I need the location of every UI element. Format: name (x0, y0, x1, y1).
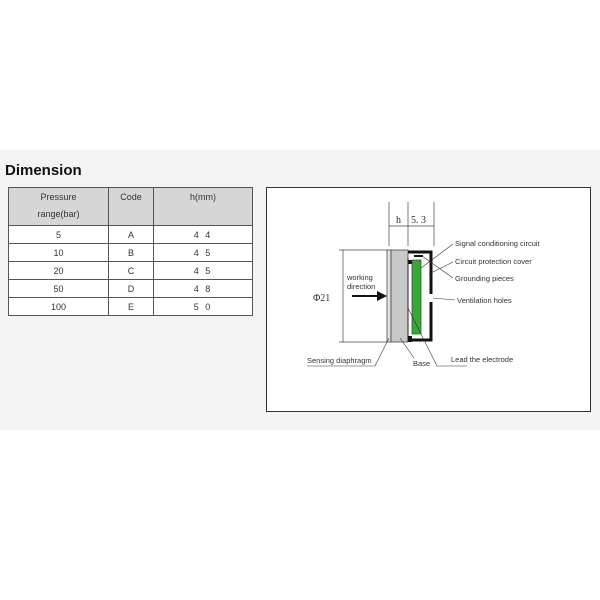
cover-foot (408, 336, 412, 342)
table-header-row (9, 188, 253, 226)
cell-pressure: 5 (9, 226, 109, 244)
header-pressure-line2: range(bar) (37, 209, 80, 219)
cell-pressure: 20 (9, 262, 109, 280)
leader-grounding (422, 256, 453, 278)
header-pressure-line1: Pressure (40, 192, 77, 202)
cell-h: 4 5 (154, 262, 253, 280)
label-grounding: Grounding pieces (455, 274, 514, 283)
electrode-top (408, 260, 412, 264)
base-block (391, 250, 408, 342)
cell-code: C (109, 262, 154, 280)
working-direction-line1: working (347, 273, 373, 282)
cell-h: 4 5 (154, 244, 253, 262)
table-row (9, 280, 253, 298)
label-base: Base (413, 359, 431, 368)
working-direction-arrow-head (377, 291, 387, 301)
cell-h: 4 4 (154, 226, 253, 244)
header-h: h(mm) (154, 188, 253, 226)
label-diaphragm: Sensing diaphragm (307, 356, 372, 365)
signal-circuit-board (412, 260, 421, 334)
cell-code: D (109, 280, 154, 298)
dim-phi-label: Φ21 (313, 293, 331, 304)
working-direction-line2: direction (347, 282, 376, 291)
cell-pressure: 50 (9, 280, 109, 298)
label-ventilation: Ventilation holes (457, 296, 512, 305)
cell-pressure: 100 (9, 298, 109, 316)
section-title: Dimension (5, 162, 82, 179)
table-row (9, 298, 253, 316)
sensing-diaphragm (387, 250, 391, 342)
cell-code: E (109, 298, 154, 316)
dim-53-label: 5. 3 (411, 215, 426, 226)
dimension-table (8, 187, 253, 316)
sensor-diagram (266, 187, 591, 412)
header-pressure (9, 188, 109, 226)
dim-h-label: h (396, 215, 401, 226)
table-row (9, 244, 253, 262)
cell-h: 5 0 (154, 298, 253, 316)
label-protection: Circuit protection cover (455, 257, 532, 266)
label-electrode: Lead the electrode (451, 355, 514, 364)
cell-pressure: 10 (9, 244, 109, 262)
header-code: Code (109, 188, 154, 226)
label-signal: Signal conditioning circuit (455, 239, 540, 248)
cell-code: B (109, 244, 154, 262)
table-row (9, 226, 253, 244)
leader-ventilation (433, 298, 455, 300)
cell-code: A (109, 226, 154, 244)
cell-h: 4 8 (154, 280, 253, 298)
table-row (9, 262, 253, 280)
sensor-diagram-svg (267, 188, 592, 413)
